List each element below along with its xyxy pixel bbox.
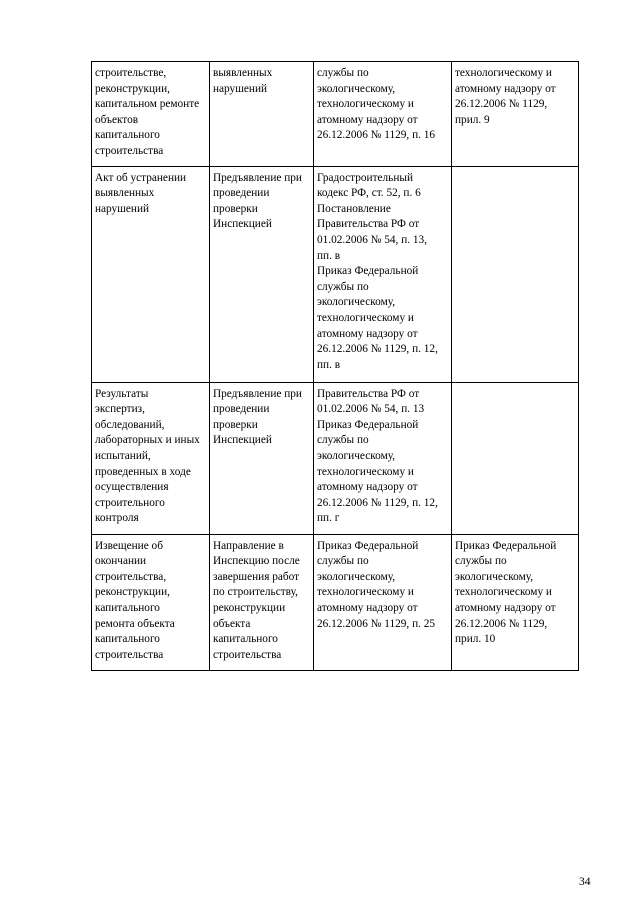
table-row (92, 534, 579, 670)
cell-text: Приказ Федеральной службы по экологическому, технологическому и атомному надзору от 26.12.2006 № 1129, п. 25 (317, 539, 436, 630)
table-cell (92, 166, 210, 382)
cell-text: выявленных нарушений (213, 67, 273, 95)
table-cell (92, 534, 210, 670)
table-cell (210, 382, 314, 534)
table-cell (92, 382, 210, 534)
table-cell (314, 382, 452, 534)
cell-text: строительстве, реконструкции, капитальном ремонте объектов капитального строительства (95, 67, 200, 157)
cell-text: Градостроительный кодекс РФ, ст. 52, п. 6 Постановление Правительства РФ от 01.02.2006 № 54, п. 13, пп. в Приказ Федеральной службы по экологическому, технологическому и атомному надзору от 26.12.2006 № 1129, п. 12, пп. в (317, 171, 438, 371)
cell-text: Приказ Федеральной службы по экологическому, технологическому и атомному надзору от 26.12.2006 № 1129, прил. 10 (455, 539, 557, 646)
cell-text: технологическому и атомному надзору от 26.12.2006 № 1129, прил. 9 (455, 67, 556, 126)
table-cell (452, 62, 579, 167)
table-row (92, 166, 579, 382)
table-cell (314, 62, 452, 167)
document-table (91, 61, 579, 671)
table-cell (210, 534, 314, 670)
table-cell (452, 382, 579, 534)
cell-text: Правительства РФ от 01.02.2006 № 54, п. 13 Приказ Федеральной службы по экологическому, технологическому и атомному надзору от 26.12.2006 № 1129, п. 12, пп. г (317, 387, 438, 525)
table-cell (314, 534, 452, 670)
table-row (92, 62, 579, 167)
page-number: 34 (579, 876, 591, 888)
cell-text: Извещение об окончании строительства, реконструкции, капитального ремонта объекта капитального строительства (95, 539, 175, 661)
table-cell (210, 62, 314, 167)
table-cell (314, 166, 452, 382)
cell-text: Направление в Инспекцию после завершения работ по строительству, реконструкции объекта капитального строительства (213, 539, 300, 661)
cell-text: Предъявление при проведении проверки Инспекцией (213, 171, 302, 231)
table-cell (92, 62, 210, 167)
cell-text: Результаты экспертиз, обследований, лабораторных и иных испытаний, проведенных в ходе осуществления строительного контроля (95, 387, 200, 525)
cell-text: Предъявление при проведении проверки Инспекцией (213, 387, 302, 447)
table-cell (452, 166, 579, 382)
cell-text: Акт об устранении выявленных нарушений (95, 171, 187, 215)
table-row (92, 382, 579, 534)
cell-text: службы по экологическому, технологическому и атомному надзору от 26.12.2006 № 1129, п. 16 (317, 67, 436, 142)
table-cell (210, 166, 314, 382)
table-cell (452, 534, 579, 670)
